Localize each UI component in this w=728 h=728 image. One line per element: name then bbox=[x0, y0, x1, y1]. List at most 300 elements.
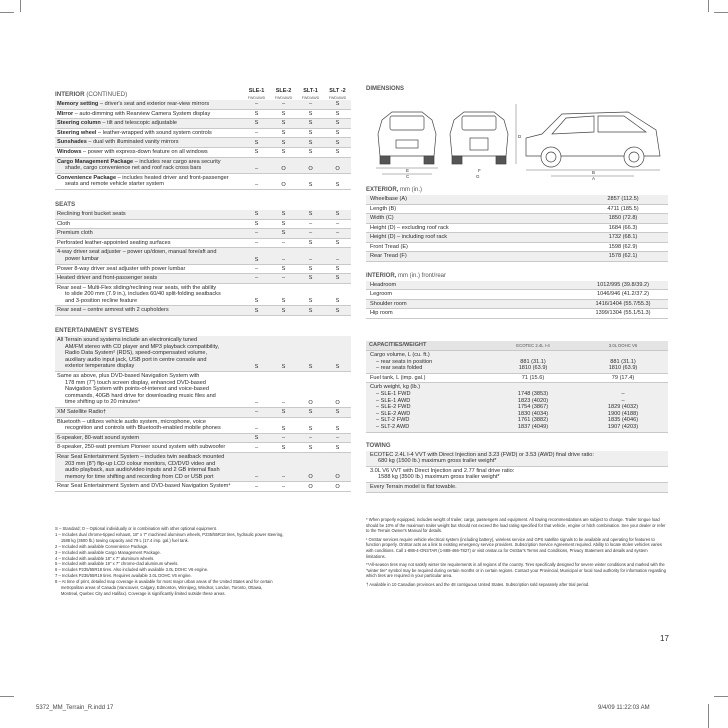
row-value: – bbox=[254, 425, 259, 432]
row-label bbox=[55, 306, 243, 315]
row-value: S bbox=[254, 307, 259, 314]
row-text: Rear Seat Entertainment System and DVD-based Navigation System⁴ bbox=[57, 483, 231, 490]
row-text: XM Satellite Radio† bbox=[57, 409, 107, 415]
row-text: 3.0L V6 VVT with Direct Injection and 2.77 final drive ratio: bbox=[370, 467, 515, 474]
row-value: S bbox=[281, 211, 286, 218]
row-value: S bbox=[335, 120, 340, 127]
row-cell bbox=[488, 352, 578, 372]
col-sub: FWD/AWD bbox=[247, 96, 266, 100]
row-text: Mirror bbox=[57, 110, 74, 117]
row-text: Premium cloth bbox=[57, 230, 93, 237]
row-value: S bbox=[254, 120, 259, 127]
row-text: – leather-wrapped with sound system controls bbox=[96, 129, 212, 136]
capacities-col1: ECOTEC 2.4L I-4 bbox=[516, 343, 550, 348]
row-value: S bbox=[335, 265, 340, 272]
row-value: S bbox=[281, 298, 286, 305]
row-text: 6-speaker, 80-watt sound system bbox=[57, 434, 140, 441]
dim-letter-b: B bbox=[592, 170, 596, 175]
table-row bbox=[55, 248, 351, 264]
row-value: S bbox=[281, 409, 286, 416]
row-label: Hip room bbox=[370, 310, 393, 316]
row-text: Every Terrain model is flat towable. bbox=[370, 483, 457, 490]
cell-line: 881 (31.1) bbox=[520, 358, 546, 365]
row-text: – dual with illuminated vanity mirrors bbox=[86, 139, 179, 146]
row-value: S bbox=[254, 220, 259, 227]
cell-line: – SLE-1 AWD bbox=[376, 397, 411, 404]
row-text: to slide 200 mm (7.9 in.), includes 60/40 split-folding seatbacks bbox=[65, 291, 221, 298]
cell-line: 1907 (4203) bbox=[607, 423, 639, 430]
row-label: Front Tread (E) bbox=[370, 243, 408, 250]
row-cell bbox=[488, 375, 578, 382]
row-value: O bbox=[335, 400, 340, 406]
row-value: S bbox=[281, 265, 286, 272]
row-text: Navigation System with points-of-interest and voice-based bbox=[65, 386, 209, 393]
row-label bbox=[55, 119, 243, 128]
table-row bbox=[366, 351, 668, 374]
footnote: 1588 kg (3500 lb.) towing capacity and 79 L (17.4 imp. gal.) fuel tank. bbox=[55, 537, 189, 543]
row-label bbox=[55, 220, 243, 229]
row-cell bbox=[578, 375, 668, 382]
exterior-heading: EXTERIOR, bbox=[366, 187, 399, 193]
row-value: S bbox=[335, 298, 340, 305]
capacities-title: CAPACITIES/WEIGHT bbox=[369, 342, 427, 348]
table-row bbox=[366, 243, 668, 253]
row-value: 1046/946 (41.2/37.2) bbox=[597, 291, 649, 297]
row-text: Power 8-way driver seat adjuster with power lumbar bbox=[57, 265, 186, 272]
row-text: 178 mm (7") touch screen display, enhanced DVD-based bbox=[65, 379, 206, 386]
table-row bbox=[366, 467, 668, 483]
row-label bbox=[55, 174, 243, 189]
rear-view-diagram bbox=[376, 112, 438, 174]
row-value: S bbox=[335, 425, 340, 432]
table-row bbox=[55, 408, 351, 418]
cell-line: – SLE-2 FWD bbox=[376, 404, 411, 411]
row-cell bbox=[578, 384, 668, 430]
row-value: S bbox=[308, 409, 313, 416]
dim-letter-f: F bbox=[478, 168, 481, 173]
cell-line bbox=[578, 352, 668, 359]
crop-mark bbox=[714, 696, 728, 697]
row-text: – power with express-down feature on all windows bbox=[81, 148, 208, 155]
table-row bbox=[55, 274, 351, 284]
entertainment-table bbox=[55, 336, 351, 492]
row-text: Rear seat – centre armrest with 2 cupholders bbox=[57, 307, 169, 314]
table-row bbox=[366, 451, 668, 467]
cell-line bbox=[578, 384, 668, 391]
table-row bbox=[366, 290, 668, 300]
row-value: O bbox=[335, 474, 340, 481]
row-value: S bbox=[281, 139, 286, 146]
row-label bbox=[55, 434, 243, 443]
table-row bbox=[55, 138, 351, 148]
date-slug: 9/4/09 11:22:03 AM bbox=[598, 705, 650, 711]
row-value: S bbox=[254, 149, 259, 156]
cell-line: Curb weight, kg (lb.) bbox=[370, 384, 421, 391]
row-value: S bbox=[281, 307, 286, 314]
interior-dim-heading: INTERIOR, bbox=[366, 272, 397, 279]
row-text: shade, cargo convenience net and roof rack cross bars bbox=[65, 165, 202, 172]
table-row bbox=[366, 281, 668, 291]
footnote: 2 – Included with available Convenience Package. bbox=[55, 543, 149, 549]
cell-line bbox=[488, 352, 578, 359]
col-sub: FWD/AWD bbox=[328, 96, 347, 100]
cell-line: – SLT-2 FWD bbox=[376, 417, 410, 424]
cell-line bbox=[488, 384, 578, 391]
row-value: O bbox=[308, 400, 313, 406]
row-text: All Terrain sound systems include an electronically tuned bbox=[57, 337, 198, 344]
table-row bbox=[55, 239, 351, 249]
row-value: – bbox=[281, 483, 286, 490]
row-value: S bbox=[335, 240, 340, 247]
table-row bbox=[55, 372, 351, 408]
crop-mark bbox=[708, 0, 709, 12]
row-value: S bbox=[335, 444, 340, 451]
page-number: 17 bbox=[660, 634, 669, 643]
dim-letter-a: A bbox=[592, 176, 596, 180]
row-text: Heated driver and front-passenger seats bbox=[57, 275, 158, 282]
front-view-diagram bbox=[450, 104, 516, 164]
row-value: S bbox=[335, 110, 340, 117]
row-value: 1399/1304 (55.1/51.3) bbox=[595, 310, 651, 316]
footnotes bbox=[55, 526, 351, 597]
row-label bbox=[55, 453, 243, 481]
row-label bbox=[55, 274, 243, 283]
row-label bbox=[55, 148, 243, 157]
table-row bbox=[55, 148, 351, 158]
row-label bbox=[55, 100, 243, 109]
row-value: S bbox=[308, 139, 313, 146]
row-value: S bbox=[281, 364, 286, 371]
crop-mark bbox=[708, 704, 709, 728]
row-text: Perforated leather-appointed seating surfaces bbox=[57, 239, 171, 246]
interior-heading: INTERIOR bbox=[55, 91, 85, 98]
table-row bbox=[55, 210, 351, 220]
exterior-title bbox=[366, 185, 668, 195]
row-text: recognition and controls with Bluetooth-enabled mobile phones bbox=[65, 425, 221, 432]
seats-title: SEATS bbox=[55, 200, 76, 208]
row-value: – bbox=[254, 265, 259, 272]
row-text: power lumbar bbox=[65, 255, 99, 262]
exterior-unit: mm (in.) bbox=[400, 187, 423, 193]
row-value: – bbox=[308, 230, 313, 237]
row-text: 1588 kg (3500 lb.) maximum gross trailer weight* bbox=[378, 474, 500, 481]
row-value: 1416/1404 (55.7/55.3) bbox=[595, 300, 651, 307]
row-value: S bbox=[308, 240, 313, 247]
interior-table bbox=[55, 100, 351, 190]
table-row bbox=[55, 434, 351, 444]
row-value: S bbox=[281, 120, 286, 127]
table-row bbox=[55, 265, 351, 275]
row-label: Shoulder room bbox=[370, 300, 407, 307]
cell-line: 1835 (4046) bbox=[607, 417, 639, 424]
table-row bbox=[366, 300, 668, 310]
row-label bbox=[55, 129, 243, 138]
exterior-table bbox=[366, 195, 668, 262]
row-text: auxiliary audio input jack, USB port in centre console and bbox=[65, 356, 207, 363]
row-value: – bbox=[281, 435, 286, 442]
cell-line: Fuel tank, L (imp. gal.) bbox=[370, 374, 426, 381]
cell-line: Cargo volume, L (cu. ft.) bbox=[370, 352, 430, 358]
side-view-diagram bbox=[526, 112, 660, 176]
row-text: Reclining front bucket seats bbox=[57, 210, 126, 217]
row-text: – includes heated driver and front-passenger bbox=[116, 174, 229, 181]
row-value: S bbox=[281, 230, 286, 237]
row-value: – bbox=[254, 130, 259, 137]
row-text: Steering wheel bbox=[57, 129, 97, 136]
cell-line: 1761 (3882) bbox=[517, 417, 549, 424]
row-text: Windows bbox=[57, 148, 82, 155]
row-label bbox=[55, 418, 243, 433]
row-value: S bbox=[308, 444, 313, 451]
row-label: Width (C) bbox=[370, 215, 394, 221]
row-label: Rear Tread (F) bbox=[370, 253, 407, 259]
file-slug: 5372_MM_Terrain_R.indd 17 bbox=[36, 705, 114, 711]
table-row bbox=[366, 309, 668, 319]
row-value: – bbox=[335, 220, 340, 227]
row-value: S bbox=[335, 181, 340, 188]
dimensions-column bbox=[366, 84, 668, 94]
crop-mark bbox=[20, 0, 21, 12]
footnote: ¹ OnStar services require vehicle electrical system (including battery), wireless service and GPS satellite signals to be available and operating for features to function properly. OnStar acts as a link to existing emergency service providers. Subscription Service Agreement required. Ability to locate stolen vehicles varies with conditions. Call 1-888-4-ONSTAR (1-888-466-7827) or visit onstar.ca for OnStar's Terms and Conditions, Privacy Statement and details and system limitations. bbox=[366, 536, 662, 559]
row-text: Cloth bbox=[57, 220, 71, 227]
row-text: 203 mm (8") flip-up LCD colour monitors, CD/DVD video and bbox=[65, 460, 216, 467]
cell-line: 1837 (4049) bbox=[517, 423, 549, 430]
cell-line: 1829 (4032) bbox=[607, 404, 639, 411]
footnote: 4 – Included with available 18" x 7" aluminum wheels. bbox=[55, 555, 155, 561]
interior-dim-table bbox=[366, 281, 668, 319]
row-value: O bbox=[281, 165, 286, 172]
row-value: – bbox=[254, 400, 259, 406]
cell-line: – SLE-1 FWD bbox=[376, 390, 411, 397]
row-value: – bbox=[254, 483, 259, 490]
table-row bbox=[55, 306, 351, 316]
row-text: time shifting up to 20 minutes⁴ bbox=[65, 399, 141, 406]
row-value: S bbox=[308, 425, 313, 432]
row-text: memory for time shifting and recording from CD or USB port bbox=[65, 473, 214, 480]
row-label bbox=[55, 372, 243, 407]
table-row bbox=[366, 214, 668, 224]
row-value: S bbox=[335, 211, 340, 218]
footnote: 5 – Included with available 19" x 7" chrome-clad aluminum wheels. bbox=[55, 561, 179, 567]
table-row bbox=[366, 205, 668, 215]
row-cell bbox=[488, 384, 578, 430]
capacities-table bbox=[366, 351, 668, 433]
footnote: metropolitan areas of Canada (Vancouver, Calgary, Edmonton, Winnipeg, Windsor, London, Toronto, Ottawa, bbox=[55, 585, 263, 591]
row-text: 8-speaker, 250-watt premium Pioneer sound system with subwoofer bbox=[57, 444, 226, 451]
footnote: 1 – Includes dual chrome-tipped exhaust, 18" x 7" machined aluminum wheels, P235/55R18 tires, hydraulic power steering, bbox=[55, 531, 284, 537]
row-label bbox=[55, 336, 243, 371]
table-row bbox=[55, 174, 351, 190]
exterior-section bbox=[366, 185, 668, 319]
dim-letter-c: C bbox=[406, 174, 410, 179]
row-value: S bbox=[335, 130, 340, 137]
row-value: – bbox=[254, 444, 259, 451]
cell-line: – SLT-2 AWD bbox=[376, 423, 410, 430]
row-value: S bbox=[308, 298, 313, 305]
row-value: S bbox=[254, 139, 259, 146]
cell-line: 1748 (3853) bbox=[517, 390, 549, 397]
cell-line: 1830 (4034) bbox=[517, 410, 549, 417]
row-text: seats and remote vehicle starter system bbox=[65, 181, 164, 188]
row-text: Steering column bbox=[57, 120, 101, 127]
towing-title: TOWING bbox=[366, 442, 391, 449]
capacities-header bbox=[366, 341, 668, 351]
row-label: Height (D) – including roof rack bbox=[370, 234, 448, 240]
footnote: * When properly equipped, includes weight of trailer, cargo, passengers and equipment. All towing recommendations are subject to change. Trailer tongue load should be 10% of the maximum trailer weight but should not exceed the load rating specified for that vehicle, engine or hitch combination. See your dealer or refer to the Terrain Owner's Manual for details. bbox=[366, 517, 666, 534]
row-value: S bbox=[335, 307, 340, 314]
col-head: SLT-1 bbox=[303, 88, 318, 94]
row-value: S bbox=[335, 364, 340, 371]
row-label bbox=[55, 408, 243, 417]
row-text: Sunshades bbox=[57, 139, 87, 146]
row-label bbox=[55, 443, 243, 452]
table-row bbox=[366, 224, 668, 234]
col-sub: FWD/AWD bbox=[301, 96, 320, 100]
row-value: S bbox=[335, 139, 340, 146]
cell-line: – bbox=[621, 397, 625, 404]
row-value: S bbox=[335, 149, 340, 156]
cell-line: – SLE-2 AWD bbox=[376, 410, 411, 417]
capacities-section bbox=[366, 341, 668, 493]
table-row bbox=[55, 119, 351, 129]
row-label bbox=[55, 284, 243, 306]
row-value: S bbox=[281, 149, 286, 156]
row-text: commands, 40GB hard drive for downloading music files and bbox=[65, 392, 216, 399]
row-value: 1012/995 (39.8/39.2) bbox=[597, 281, 649, 288]
row-label: Wheelbase (A) bbox=[370, 196, 407, 202]
row-value: S bbox=[281, 444, 286, 451]
footnote: 8 – At time of print, detailed map coverage is available for most major urban areas of the United States and for certain bbox=[55, 579, 273, 585]
row-value: S bbox=[254, 110, 259, 117]
table-row bbox=[55, 443, 351, 453]
row-label bbox=[55, 482, 243, 491]
table-row bbox=[55, 129, 351, 139]
row-text: 4-way driver seat adjuster – power up/down, manual fore/aft and bbox=[57, 249, 217, 256]
footnote: Montreal, Quebec City and Halifax). Coverage is significantly limited outside these areas. bbox=[55, 590, 226, 596]
cell-line: 1823 (4020) bbox=[517, 397, 549, 404]
col-head: SLT -2 bbox=[329, 88, 346, 94]
interior-dim-title bbox=[366, 271, 668, 281]
row-value: – bbox=[281, 240, 286, 247]
row-value: S bbox=[335, 275, 340, 282]
table-row bbox=[55, 418, 351, 434]
row-cell bbox=[578, 352, 668, 372]
row-label bbox=[55, 138, 243, 147]
row-label: Length (B) bbox=[370, 205, 397, 212]
dim-letter-d: D bbox=[518, 134, 522, 139]
table-row bbox=[55, 453, 351, 482]
row-text: Same as above, plus DVD-based Navigation System with bbox=[57, 373, 200, 380]
cell-line: – rear seats in position bbox=[376, 358, 433, 365]
row-value: 2857 (112.5) bbox=[607, 196, 639, 202]
row-text: and 3-position recline feature bbox=[65, 297, 138, 304]
row-value: S bbox=[308, 130, 313, 137]
cell-line: – rear seats folded bbox=[376, 365, 423, 372]
row-text: exterior temperature display bbox=[65, 363, 135, 370]
crop-mark bbox=[0, 12, 14, 13]
cell-line: 1900 (4188) bbox=[607, 410, 639, 417]
row-value: – bbox=[254, 101, 259, 108]
row-text: AM/FM stereo with CD player and MP3 playback compatibility, bbox=[65, 343, 220, 350]
row-label: Legroom bbox=[370, 291, 393, 297]
row-value: S bbox=[281, 425, 286, 432]
row-cell bbox=[366, 384, 488, 430]
row-value: O bbox=[281, 181, 286, 188]
row-text: Memory setting bbox=[57, 101, 99, 107]
row-label bbox=[55, 110, 243, 119]
crop-mark bbox=[714, 12, 728, 13]
table-row bbox=[55, 110, 351, 120]
cell-line: 71 (15.6) bbox=[521, 374, 545, 381]
row-text: Bluetooth – utilizes vehicle audio system, microphone, voice bbox=[57, 418, 206, 425]
row-value: S bbox=[254, 364, 259, 371]
row-value: S bbox=[254, 435, 259, 442]
row-cell bbox=[366, 375, 488, 382]
crop-mark bbox=[0, 696, 14, 697]
row-value: S bbox=[308, 181, 313, 188]
row-value: 1598 (62.9) bbox=[608, 243, 638, 250]
row-value: 1684 (66.3) bbox=[608, 224, 638, 231]
features-column bbox=[55, 84, 351, 492]
row-text: Radio Data System² (RDS), speed-compensated volume, bbox=[65, 350, 208, 357]
seats-table bbox=[55, 210, 351, 316]
table-row bbox=[55, 100, 351, 110]
row-cell bbox=[366, 352, 488, 372]
cell-line: 1810 (63.9) bbox=[608, 365, 638, 372]
row-value: – bbox=[254, 181, 259, 188]
row-value: O bbox=[335, 483, 340, 490]
cell-line: 1810 (63.9) bbox=[518, 365, 548, 372]
row-label bbox=[55, 248, 243, 263]
row-value: S bbox=[308, 211, 313, 218]
interior-heading-sub: (CONTINUED) bbox=[86, 91, 128, 98]
row-value: – bbox=[254, 474, 259, 481]
row-text: ECOTEC 2.4L I-4 VVT with Direct Injection and 3.23 (FWD) or 3.53 (AWD) final drive ratio: bbox=[370, 451, 594, 458]
dim-letter-g: G bbox=[476, 174, 480, 179]
footnote: 6 – Includes P235/55R18 tires. Also included with available 3.0L DOHC V6 engine. bbox=[55, 567, 209, 573]
interior-title bbox=[55, 89, 351, 100]
footnote: † Available in 10 Canadian provinces and the 48 contiguous United States. Subscription sold separately after trial period. bbox=[366, 581, 590, 587]
row-value: – bbox=[335, 230, 340, 237]
row-text: – includes rear cargo area security bbox=[133, 158, 221, 165]
table-row bbox=[366, 483, 668, 493]
col-head: SLE-2 bbox=[275, 88, 292, 94]
row-value: – bbox=[281, 275, 286, 282]
table-row bbox=[55, 229, 351, 239]
row-value: S bbox=[308, 364, 313, 371]
cell-line: 79 (17.4) bbox=[611, 374, 635, 381]
table-row bbox=[366, 233, 668, 243]
row-value: – bbox=[308, 220, 313, 227]
row-value: 1578 (62.1) bbox=[608, 253, 638, 259]
row-value: – bbox=[254, 230, 259, 237]
row-value: S bbox=[308, 307, 313, 314]
row-text: – tilt and telescopic adjustable bbox=[100, 120, 178, 127]
footnote: **All-season tires may not satisfy winter tire requirements in all regions of the country. Tires specifically designed for severe winter conditions and marked with the "winter tire" symbol may be required during certain months or in certain regions. Contact your Provincial, Municipal or local road authority for information regarding which tires are required in your particular area. bbox=[366, 562, 666, 579]
row-value: 1732 (68.1) bbox=[608, 234, 638, 240]
row-value: – bbox=[281, 474, 286, 481]
table-row bbox=[366, 374, 668, 384]
row-label bbox=[55, 239, 243, 248]
row-value: S bbox=[281, 130, 286, 137]
row-label bbox=[55, 210, 243, 219]
table-row bbox=[55, 284, 351, 307]
row-label bbox=[55, 158, 243, 173]
dim-letter-e: E bbox=[406, 168, 410, 173]
row-value: – bbox=[335, 435, 340, 442]
footnote: 3 – Included with available Cargo Management Package. bbox=[55, 549, 161, 555]
table-row bbox=[366, 383, 668, 432]
